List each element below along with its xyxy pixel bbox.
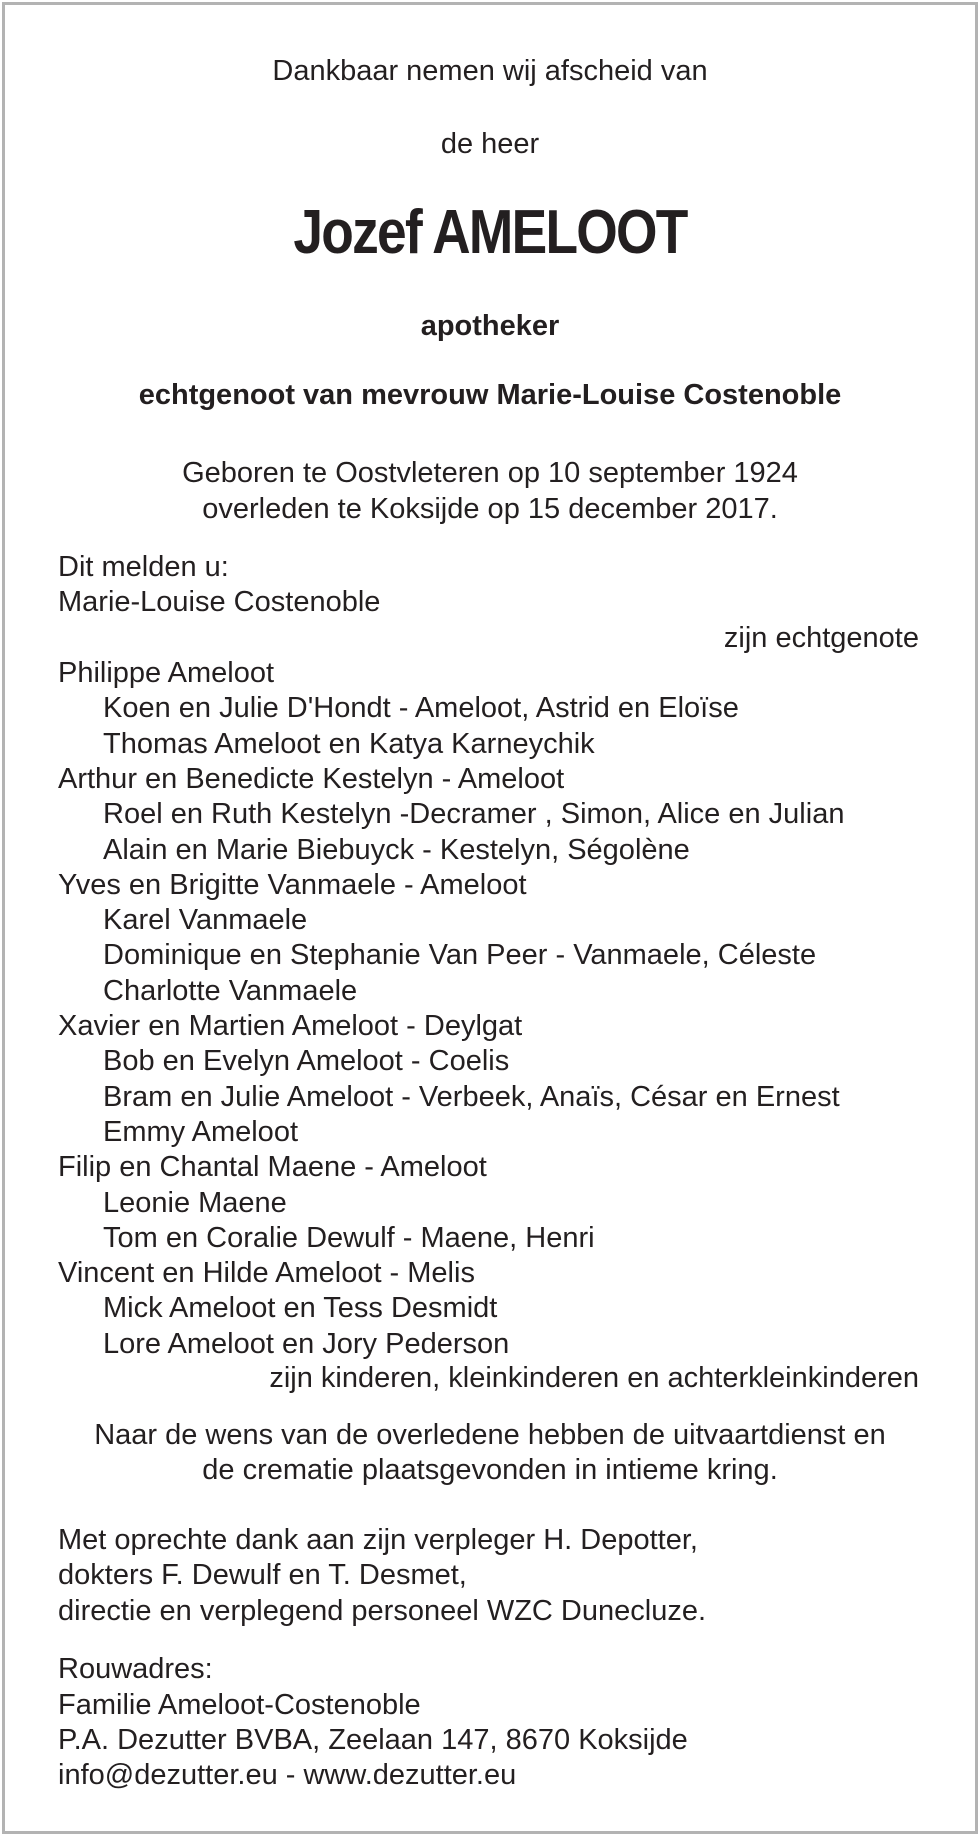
family-member-child: Philippe Ameloot bbox=[58, 657, 275, 689]
family-member-grandchild: Dominique en Stephanie Van Peer - Vanmaele, Céleste bbox=[103, 939, 817, 972]
family-member-grandchild: Koen en Julie D'Hondt - Ameloot, Astrid en Eloïse bbox=[103, 692, 739, 725]
family-member-grandchild: Emmy Ameloot bbox=[103, 1115, 298, 1148]
family-member-grandchild: Alain en Marie Biebuyck - Kestelyn, Ségolène bbox=[103, 833, 690, 866]
family-member-grandchild: Karel Vanmaele bbox=[103, 904, 308, 937]
family-member-grandchild: Bram en Julie Ameloot - Verbeek, Anaïs, César en Ernest bbox=[103, 1080, 840, 1113]
address-company: P.A. Dezutter BVBA, Zeelaan 147, 8670 Koksijde bbox=[58, 1724, 688, 1756]
family-member-child: Filip en Chantal Maene - Ameloot bbox=[58, 1151, 487, 1184]
ceremony-line-1: Naar de wens van de overledene hebben de uitvaartdienst en bbox=[94, 1419, 886, 1451]
family-member-grandchild: Bob en Evelyn Ameloot - Coelis bbox=[103, 1045, 510, 1078]
family-member-grandchild: Leonie Maene bbox=[103, 1186, 287, 1219]
birth-line: Geboren te Oostvleteren op 10 september 1924 bbox=[182, 457, 798, 489]
family-member-grandchild: Thomas Ameloot en Katya Karneychik bbox=[103, 727, 595, 760]
address-contact: info@dezutter.eu - www.dezutter.eu bbox=[58, 1759, 517, 1791]
spouse-name: Marie-Louise Costenoble bbox=[58, 586, 381, 618]
family-member-grandchild: Tom en Coralie Dewulf - Maene, Henri bbox=[103, 1221, 595, 1254]
spouse-line: echtgenoot van mevrouw Marie-Louise Costenoble bbox=[138, 379, 842, 411]
family-member-child: Arthur en Benedicte Kestelyn - Ameloot bbox=[58, 762, 565, 795]
death-line: overleden te Koksijde op 15 december 2017. bbox=[202, 493, 778, 525]
family-member-child: Xavier en Martien Ameloot - Deylgat bbox=[58, 1010, 523, 1042]
family-member-child: Vincent en Hilde Ameloot - Melis bbox=[58, 1257, 475, 1290]
spouse-role: zijn echtgenote bbox=[723, 622, 919, 654]
intro-text: Dankbaar nemen wij afscheid van bbox=[272, 55, 708, 87]
profession: apotheker bbox=[420, 310, 560, 342]
deceased-name: Jozef AMELOOT bbox=[293, 198, 687, 267]
family-member-child: Yves en Brigitte Vanmaele - Ameloot bbox=[58, 868, 527, 901]
address-family: Familie Ameloot-Costenoble bbox=[58, 1689, 421, 1721]
thanks-line-3: directie en verplegend personeel WZC Dunecluze. bbox=[58, 1595, 707, 1627]
family-intro: Dit melden u: bbox=[58, 551, 229, 583]
thanks-line-2: dokters F. Dewulf en T. Desmet, bbox=[58, 1559, 467, 1591]
family-member-grandchild: Charlotte Vanmaele bbox=[103, 974, 358, 1007]
children-role: zijn kinderen, kleinkinderen en achterkleinkinderen bbox=[269, 1362, 919, 1394]
family-member-grandchild: Mick Ameloot en Tess Desmidt bbox=[103, 1292, 498, 1325]
address-label: Rouwadres: bbox=[58, 1653, 213, 1685]
ceremony-line-2: de crematie plaatsgevonden in intieme kring. bbox=[202, 1454, 778, 1486]
thanks-line-1: Met oprechte dank aan zijn verpleger H. Depotter, bbox=[58, 1524, 698, 1556]
salutation: de heer bbox=[440, 128, 540, 160]
family-member-grandchild: Roel en Ruth Kestelyn -Decramer , Simon, Alice en Julian bbox=[103, 798, 845, 831]
family-member-grandchild: Lore Ameloot en Jory Pederson bbox=[103, 1327, 510, 1360]
